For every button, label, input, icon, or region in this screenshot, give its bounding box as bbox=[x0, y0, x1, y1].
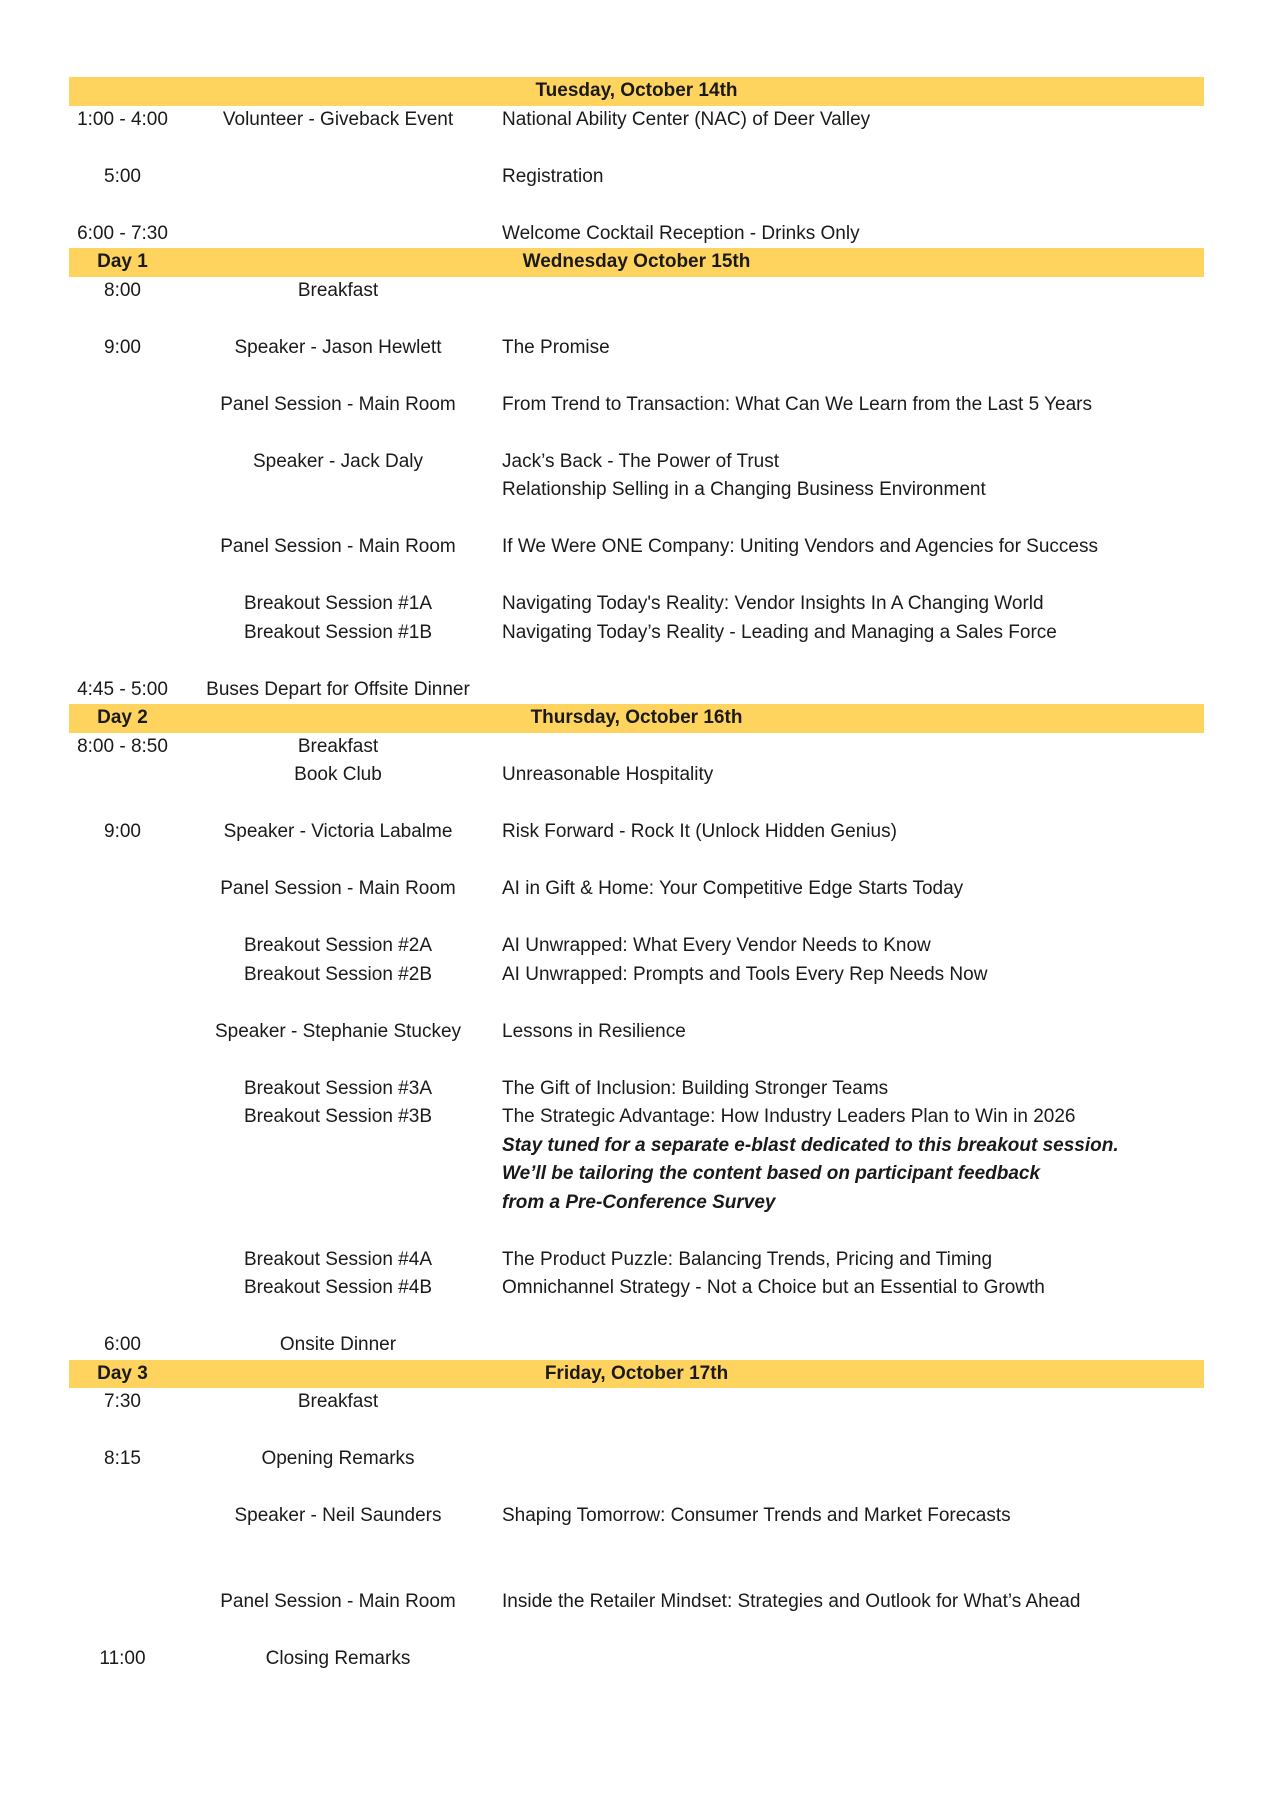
topic-cell: Navigating Today’s Reality - Leading and Managing a Sales Force bbox=[502, 621, 1057, 643]
time-cell: 6:00 - 7:30 bbox=[77, 222, 168, 244]
agenda-row bbox=[69, 476, 1204, 505]
session-cell: Panel Session - Main Room bbox=[220, 1590, 456, 1612]
agenda-row bbox=[69, 1445, 1204, 1474]
session-cell: Breakfast bbox=[297, 279, 379, 301]
topic-cell: Relationship Selling in a Changing Business Environment bbox=[502, 479, 986, 500]
topic-cell: Registration bbox=[502, 165, 604, 187]
agenda-row bbox=[69, 619, 1204, 648]
time-cell: 5:00 bbox=[104, 165, 141, 187]
agenda-row bbox=[69, 1189, 1204, 1218]
agenda-row bbox=[69, 676, 1204, 705]
session-cell: Closing Remarks bbox=[265, 1647, 411, 1669]
agenda-row bbox=[69, 1160, 1204, 1189]
topic-cell: from a Pre-Conference Survey bbox=[502, 1191, 776, 1213]
topic-cell: AI Unwrapped: What Every Vendor Needs to Know bbox=[502, 935, 931, 956]
agenda-row bbox=[69, 733, 1204, 762]
session-cell: Panel Session - Main Room bbox=[220, 393, 456, 415]
agenda-row bbox=[69, 1274, 1204, 1303]
session-cell: Panel Session - Main Room bbox=[220, 878, 456, 899]
spacer-row bbox=[69, 1046, 1204, 1075]
day-title: Tuesday, October 14th bbox=[535, 80, 738, 101]
agenda-row bbox=[69, 277, 1204, 306]
topic-cell: Inside the Retailer Mindset: Strategies and Outlook for What’s Ahead bbox=[502, 1590, 1081, 1612]
session-cell: Speaker - Jason Hewlett bbox=[234, 336, 442, 358]
topic-cell: Omnichannel Strategy - Not a Choice but an Essential to Growth bbox=[502, 1277, 1045, 1298]
session-cell: Breakout Session #4A bbox=[243, 1248, 432, 1270]
session-cell: Volunteer - Giveback Event bbox=[222, 108, 454, 130]
spacer-row bbox=[69, 989, 1204, 1018]
session-cell: Opening Remarks bbox=[261, 1448, 415, 1469]
topic-cell: Unreasonable Hospitality bbox=[502, 764, 714, 785]
agenda-row bbox=[69, 761, 1204, 790]
time-cell: 11:00 bbox=[99, 1647, 146, 1669]
topic-cell: The Product Puzzle: Balancing Trends, Pricing and Timing bbox=[502, 1248, 993, 1270]
day-label: Day 1 bbox=[97, 251, 148, 272]
topic-cell: National Ability Center (NAC) of Deer Valley bbox=[502, 108, 871, 130]
topic-cell: AI in Gift & Home: Your Competitive Edge Starts Today bbox=[502, 878, 964, 899]
agenda-row bbox=[69, 533, 1204, 562]
spacer-row bbox=[69, 134, 1204, 163]
session-cell: Book Club bbox=[294, 764, 382, 785]
topic-cell: AI Unwrapped: Prompts and Tools Every Rep Needs Now bbox=[502, 963, 988, 985]
time-cell: 9:00 bbox=[104, 336, 141, 358]
session-cell: Buses Depart for Offsite Dinner bbox=[206, 678, 470, 700]
topic-cell: Lessons in Resilience bbox=[502, 1020, 686, 1042]
session-cell: Breakout Session #3A bbox=[243, 1077, 432, 1099]
topic-cell: The Strategic Advantage: How Industry Leaders Plan to Win in 2026 bbox=[502, 1106, 1076, 1127]
session-cell: Breakfast bbox=[297, 1391, 379, 1412]
agenda-row bbox=[69, 220, 1204, 249]
topic-cell: From Trend to Transaction: What Can We Learn from the Last 5 Years bbox=[502, 393, 1092, 415]
agenda-row bbox=[69, 1246, 1204, 1275]
spacer-row bbox=[69, 847, 1204, 876]
spacer-row bbox=[69, 1474, 1204, 1503]
spacer-row bbox=[69, 1616, 1204, 1645]
session-cell: Breakout Session #2A bbox=[243, 935, 432, 956]
time-cell: 7:30 bbox=[104, 1391, 141, 1412]
agenda-row bbox=[69, 875, 1204, 904]
session-cell: Speaker - Stephanie Stuckey bbox=[214, 1020, 462, 1042]
agenda-row bbox=[69, 1075, 1204, 1104]
topic-cell: Navigating Today's Reality: Vendor Insights In A Changing World bbox=[502, 593, 1044, 614]
day-header bbox=[69, 1360, 1204, 1389]
session-cell: Panel Session - Main Room bbox=[220, 536, 456, 557]
agenda-row bbox=[69, 106, 1204, 135]
agenda-row bbox=[69, 932, 1204, 961]
day-header bbox=[69, 77, 1204, 106]
agenda-row bbox=[69, 1331, 1204, 1360]
session-cell: Speaker - Neil Saunders bbox=[234, 1505, 442, 1526]
agenda-row bbox=[69, 961, 1204, 990]
session-cell: Breakout Session #4B bbox=[243, 1277, 432, 1298]
agenda-table bbox=[69, 77, 1204, 1673]
spacer-row bbox=[69, 1531, 1204, 1560]
agenda-row bbox=[69, 1103, 1204, 1132]
agenda-row bbox=[69, 163, 1204, 192]
topic-cell: Shaping Tomorrow: Consumer Trends and Market Forecasts bbox=[502, 1505, 1011, 1526]
agenda-row bbox=[69, 448, 1204, 477]
day-title: Wednesday October 15th bbox=[522, 251, 751, 272]
day-title: Thursday, October 16th bbox=[530, 707, 743, 728]
agenda-row bbox=[69, 334, 1204, 363]
topic-cell: Risk Forward - Rock It (Unlock Hidden Genius) bbox=[502, 821, 897, 842]
time-cell: 8:00 - 8:50 bbox=[77, 735, 168, 757]
day-label: Day 3 bbox=[97, 1362, 148, 1384]
session-cell: Breakout Session #1B bbox=[243, 621, 432, 643]
spacer-row bbox=[69, 647, 1204, 676]
day-header bbox=[69, 704, 1204, 733]
time-cell: 8:15 bbox=[104, 1448, 141, 1469]
spacer-row bbox=[69, 562, 1204, 591]
agenda-row bbox=[69, 1502, 1204, 1531]
session-cell: Breakout Session #1A bbox=[243, 593, 432, 614]
agenda-row bbox=[69, 1588, 1204, 1617]
session-cell: Speaker - Victoria Labalme bbox=[223, 821, 453, 842]
spacer-row bbox=[69, 1417, 1204, 1446]
spacer-row bbox=[69, 1303, 1204, 1332]
topic-cell: If We Were ONE Company: Uniting Vendors and Agencies for Success bbox=[502, 536, 1098, 557]
time-cell: 4:45 - 5:00 bbox=[77, 678, 168, 700]
topic-cell: Jack’s Back - The Power of Trust bbox=[502, 450, 780, 472]
day-label: Day 2 bbox=[97, 707, 148, 728]
spacer-row bbox=[69, 1217, 1204, 1246]
spacer-row bbox=[69, 790, 1204, 819]
time-cell: 1:00 - 4:00 bbox=[77, 108, 168, 130]
spacer-row bbox=[69, 362, 1204, 391]
session-cell: Breakout Session #2B bbox=[243, 963, 432, 985]
topic-cell: We’ll be tailoring the content based on participant feedback bbox=[502, 1163, 1041, 1184]
day-header bbox=[69, 248, 1204, 277]
agenda-row bbox=[69, 1388, 1204, 1417]
session-cell: Breakfast bbox=[297, 735, 379, 757]
time-cell: 9:00 bbox=[104, 821, 141, 842]
spacer-row bbox=[69, 904, 1204, 933]
agenda-row bbox=[69, 1018, 1204, 1047]
agenda-row bbox=[69, 1645, 1204, 1674]
topic-cell: Welcome Cocktail Reception - Drinks Only bbox=[502, 222, 860, 244]
session-cell: Onsite Dinner bbox=[279, 1334, 397, 1355]
time-cell: 6:00 bbox=[104, 1334, 141, 1355]
spacer-row bbox=[69, 505, 1204, 534]
session-cell: Breakout Session #3B bbox=[243, 1106, 432, 1127]
spacer-row bbox=[69, 305, 1204, 334]
topic-cell: Stay tuned for a separate e-blast dedicated to this breakout session. bbox=[502, 1134, 1119, 1156]
spacer-row bbox=[69, 1559, 1204, 1588]
agenda-row bbox=[69, 590, 1204, 619]
agenda-row bbox=[69, 391, 1204, 420]
agenda-row bbox=[69, 818, 1204, 847]
spacer-row bbox=[69, 191, 1204, 220]
time-cell: 8:00 bbox=[104, 279, 141, 301]
topic-cell: The Promise bbox=[502, 336, 610, 358]
agenda-row bbox=[69, 1132, 1204, 1161]
topic-cell: The Gift of Inclusion: Building Stronger Teams bbox=[502, 1077, 889, 1099]
spacer-row bbox=[69, 419, 1204, 448]
session-cell: Speaker - Jack Daly bbox=[252, 450, 423, 472]
day-title: Friday, October 17th bbox=[544, 1362, 729, 1384]
